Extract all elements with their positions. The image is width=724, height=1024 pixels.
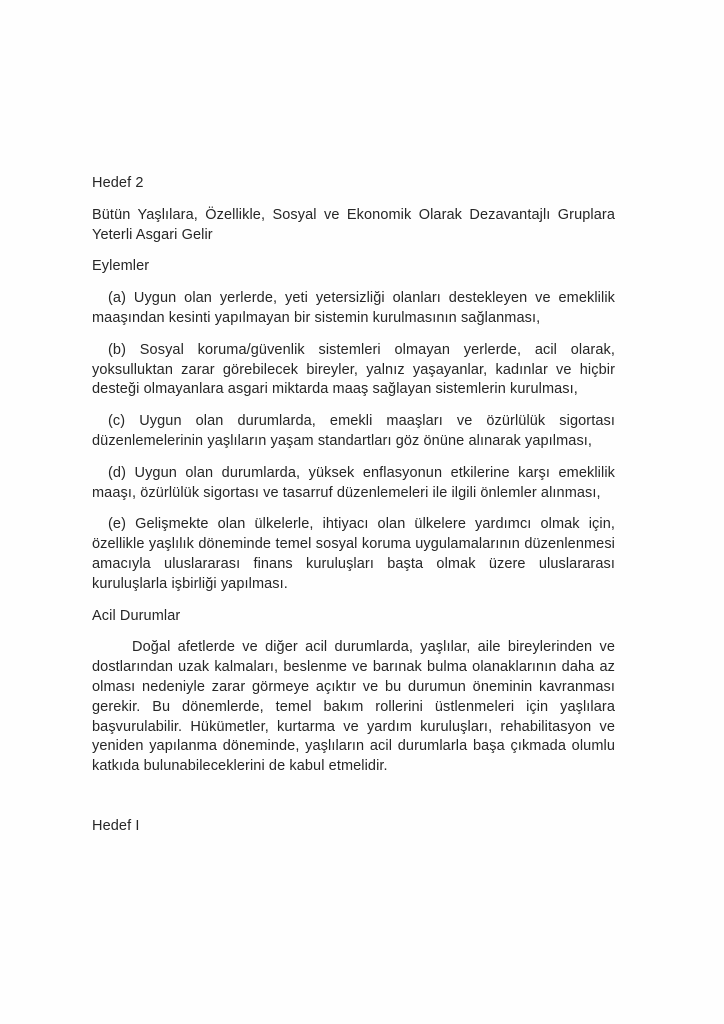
acil-durumlar-paragraph: Doğal afetlerde ve diğer acil durumlarda, yaşlılar, aile bireylerinden ve dostlarından uzak kalmaları, beslenme ve barınak bulma olanaklarının daha az olması nedeniyle zarar görmeye açıktır ve bu durumun öneminin kavranması gerekir. Bu dönemlerde, temel bakım rollerini üstlenmeleri için yaşlılara başvurulabilir. Hükümetler, kurtarma ve yardım kuruluşları, rehabilitasyon ve yeniden yapılanma döneminde, yaşlıların acil durumlarla başa çıkmada olumlu katkıda bulunabileceklerini de kabul etmelidir.: [92, 639, 615, 775]
section-title-paragraph: Bütün Yaşlılara, Özellikle, Sosyal ve Ekonomik Olarak Dezavantajlı Gruplara Yeterli Asgari Gelir: [92, 206, 615, 243]
action-item-c: (c) Uygun olan durumlarda, emekli maaşları ve özürlülük sigortası düzenlemelerinin yaşlıların yaşam standartları göz önüne alınarak yapılması,: [92, 413, 615, 449]
document-content: [92, 174, 615, 849]
heading-hedef-2: Hedef 2: [92, 175, 144, 191]
action-item-d: (d) Uygun olan durumlarda, yüksek enflasyonun etkilerine karşı emeklilik maaşı, özürlülük sigortası ve tasarruf düzenlemeleri ile ilgili önlemler alınması,: [92, 464, 615, 501]
heading-hedef-1: Hedef I: [92, 817, 140, 834]
heading-eylemler: Eylemler: [92, 258, 150, 275]
action-item-a: (a) Uygun olan yerlerde, yeti yetersizliği olanları destekleyen ve emeklilik maaşından kesinti yapılmayan bir sistemin kurulmasının sağlanması,: [92, 290, 615, 326]
action-item-b: (b) Sosyal koruma/güvenlik sistemleri olmayan yerlerde, acil olarak, yoksulluktan zarar görebilecek bireyler, yalnız yaşayanlar, kadınlar ve hiçbir desteği olmayanlara asgari miktarda maaş sağlayan sistemlerin kurulması,: [92, 341, 615, 398]
heading-acil-durumlar: Acil Durumlar: [92, 607, 181, 624]
action-item-e: (e) Gelişmekte olan ülkelerle, ihtiyacı olan ülkelere yardımcı olmak için, özellikle yaşlılık döneminde temel sosyal koruma uygulamalarının düzenlenmesi amacıyla uluslararası finans kuruluşları başta olmak üzere uluslararası kuruluşlarla işbirliği yapılması.: [92, 516, 615, 592]
